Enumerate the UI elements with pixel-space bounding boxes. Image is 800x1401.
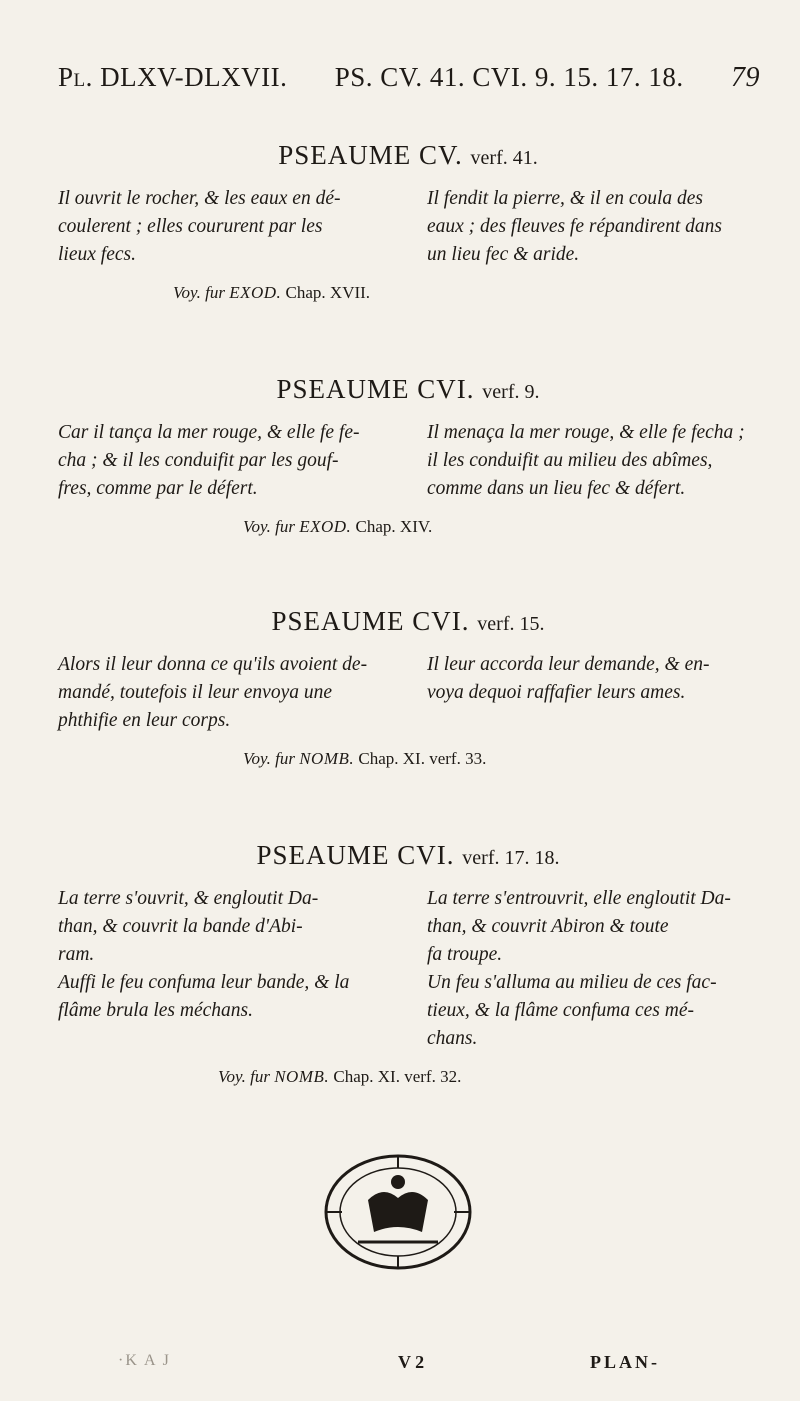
cross-reference: Voy. fur EXOD. Chap. XVII. — [173, 283, 371, 302]
plate-number: Pl. DLXV-DLXVII. — [58, 62, 288, 92]
page-footer — [0, 1352, 800, 1382]
catchword: PLAN- — [590, 1352, 660, 1372]
section-psalm-cv-41 — [58, 140, 758, 303]
library-stamp-emblem — [298, 1150, 498, 1275]
left-translation: Car il tança la mer rouge, & elle fe fe- cha ; & il les conduifit par les gouf- fres, comme par le défert. — [58, 422, 360, 499]
section-psalm-cvi-15 — [58, 606, 758, 769]
bleed-through-mark: ·K A J — [118, 1352, 171, 1369]
section-psalm-cvi-17-18 — [58, 840, 758, 1087]
parallel-text — [58, 185, 758, 269]
section-title: PSEAUME CVI. verf. 17. 18. — [256, 840, 560, 870]
parallel-text — [58, 651, 758, 735]
left-translation: Il ouvrit le rocher, & les eaux en dé- coulerent ; elles coururent par les lieux fecs. — [58, 188, 341, 265]
cross-reference: Voy. fur NOMB. Chap. XI. verf. 33. — [243, 749, 487, 768]
parallel-text — [58, 419, 758, 503]
psalm-reference-header: PS. CV. 41. CVI. 9. 15. 17. 18. — [334, 62, 684, 92]
section-psalm-cvi-9 — [58, 374, 758, 537]
section-title: PSEAUME CVI. verf. 9. — [276, 374, 540, 404]
right-translation: Il menaça la mer rouge, & elle fe fecha ; il les conduifit au milieu des abîmes, comme dans un lieu fec & défert. — [427, 422, 745, 499]
right-translation: Il fendit la pierre, & il en coula des eaux ; des fleuves fe répandirent dans un lieu fec & aride. — [427, 188, 722, 265]
left-translation: La terre s'ouvrit, & engloutit Da- than, & couvrit la bande d'Abi- ram. Auffi le feu confuma leur bande, & la flâme brula les méchans. — [58, 888, 350, 1021]
left-translation: Alors il leur donna ce qu'ils avoient de- mandé, toutefois il leur envoya une phthifie en leur corps. — [58, 654, 368, 731]
signature-mark: V 2 — [398, 1352, 425, 1372]
page-number: 79 — [731, 62, 760, 93]
cross-reference: Voy. fur NOMB. Chap. XI. verf. 32. — [218, 1067, 462, 1086]
section-title: PSEAUME CVI. verf. 15. — [271, 606, 545, 636]
section-title: PSEAUME CV. verf. 41. — [278, 140, 538, 170]
right-translation: La terre s'entrouvrit, elle engloutit Da- than, & couvrit Abiron & toute fa troupe. Un feu s'alluma au milieu de ces fac- tieux, & la flâme confuma ces mé- chans. — [427, 888, 731, 1049]
right-translation: Il leur accorda leur demande, & en- voya dequoi raffafier leurs ames. — [427, 654, 710, 703]
parallel-text — [58, 885, 758, 1053]
running-head — [58, 62, 760, 94]
cross-reference: Voy. fur EXOD. Chap. XIV. — [243, 517, 433, 536]
